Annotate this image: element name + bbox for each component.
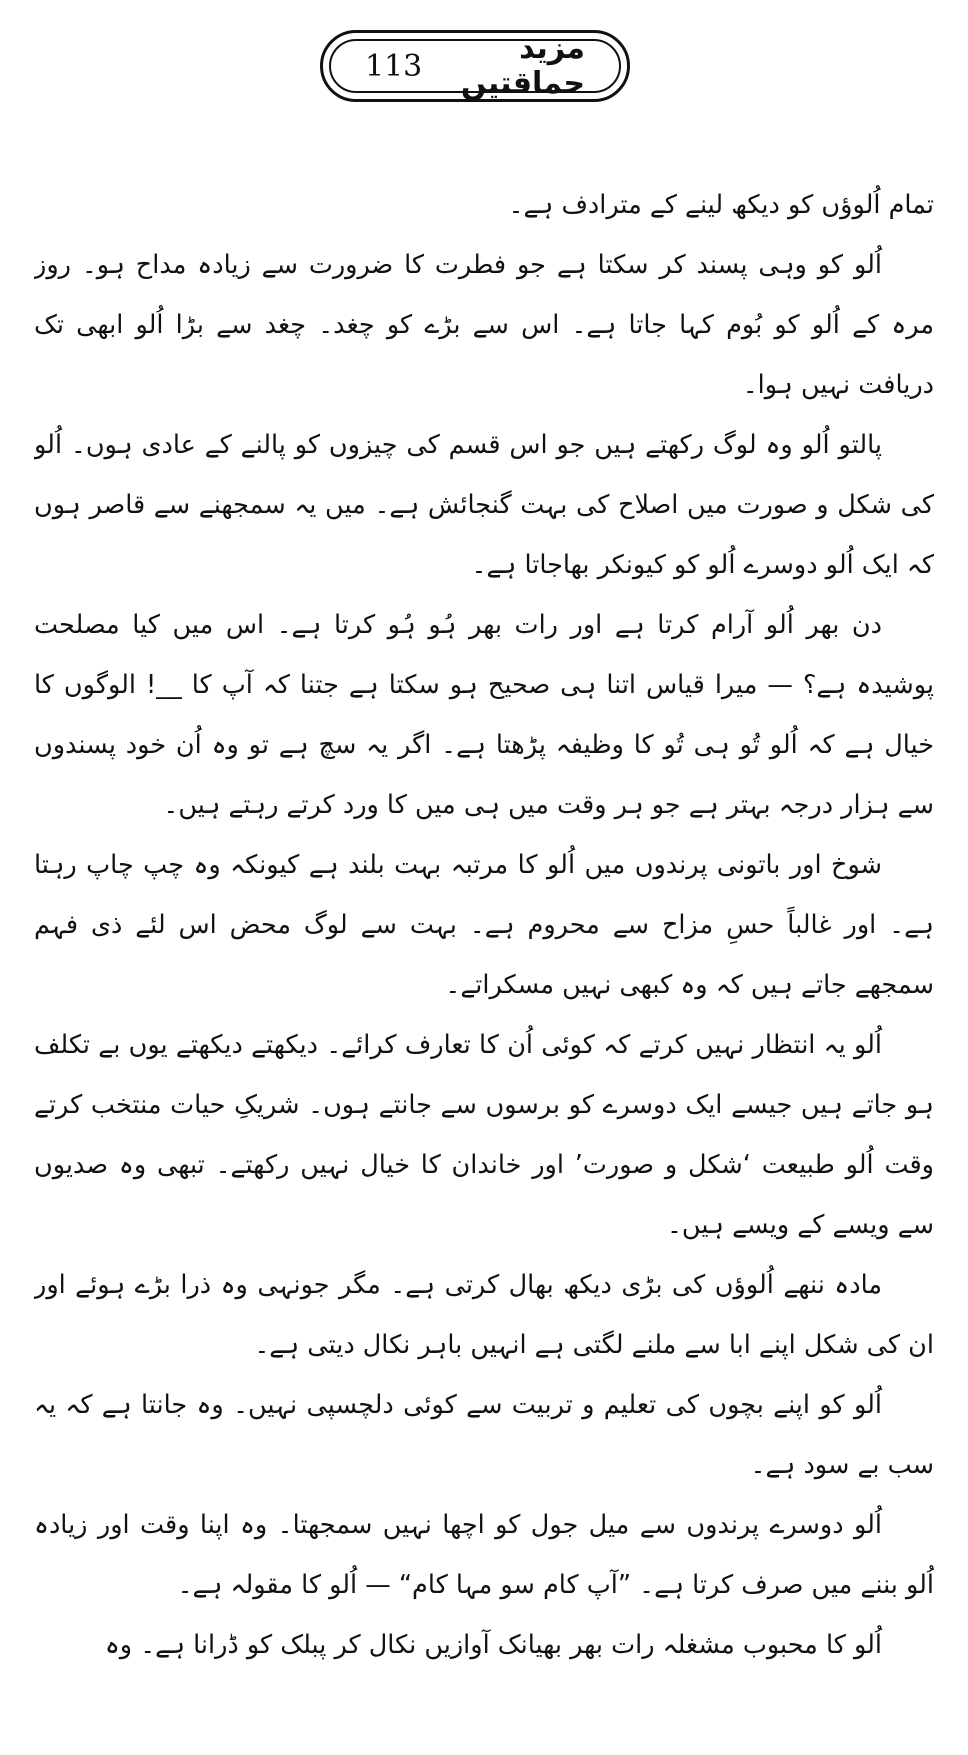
paragraph: اُلو کو وہی پسند کر سکتا ہے جو فطرت کا ضرورت سے زیادہ مداح ہو۔ روز مرہ کے اُلو کو بُوم کہا جاتا ہے۔ اس سے بڑے کو چغد۔ چغد سے بڑا اُلو ابھی تک دریافت نہیں ہوا۔ — [34, 250, 934, 400]
paragraph: شوخ اور باتونی پرندوں میں اُلو کا مرتبہ بہت بلند ہے کیونکہ وہ چپ چاپ رہتا ہے۔ اور غالباً حسِ مزاح سے محروم ہے۔ بہت سے لوگ محض اس لئے ذی فہم سمجھے جاتے ہیں کہ وہ کبھی نہیں مسکراتے۔ — [34, 850, 934, 1000]
paragraph: اُلو دوسرے پرندوں سے میل جول کو اچھا نہیں سمجھتا۔ وہ اپنا وقت اور زیادہ اُلو بننے میں صرف کرتا ہے۔ ”آپ کام سو مہا کام“ — اُلو کا مقولہ ہے۔ — [34, 1510, 934, 1600]
paragraph: اُلو کو اپنے بچوں کی تعلیم و تربیت سے کوئی دلچسپی نہیں۔ وہ جانتا ہے کہ یہ سب بے سود ہے۔ — [34, 1390, 934, 1480]
page-number: 113 — [365, 48, 423, 84]
page-body — [34, 175, 934, 1740]
paragraph: پالتو اُلو وہ لوگ رکھتے ہیں جو اس قسم کی چیزوں کو پالنے کے عادی ہوں۔ اُلو کی شکل و صورت میں اصلاح کی بہت گنجائش ہے۔ میں یہ سمجھنے سے قاصر ہوں کہ ایک اُلو دوسرے اُلو کو کیونکر بھاجاتا ہے۔ — [34, 430, 934, 580]
paragraph: تمام اُلوؤں کو دیکھ لینے کے مترادف ہے۔ — [508, 190, 934, 220]
paragraph: دن بھر اُلو آرام کرتا ہے اور رات بھر ہُو ہُو کرتا ہے۔ اس میں کیا مصلحت پوشیدہ ہے؟ — میرا قیاس اتنا ہی صحیح ہو سکتا ہے جتنا کہ آپ کا __! الوگوں کا خیال ہے کہ اُلو تُو ہی تُو کا وظیفہ پڑھتا ہے۔ اگر یہ سچ ہے تو وہ اُن خود پسندوں سے ہزار درجہ بہتر ہے جو ہر وقت میں ہی میں کا ورد کرتے رہتے ہیں۔ — [34, 610, 934, 820]
paragraph: اُلو کا محبوب مشغلہ رات بھر بھیانک آوازیں نکال کر پبلک کو ڈرانا ہے۔ وہ — [104, 1630, 882, 1660]
running-title: مزید حماقتیں — [460, 31, 585, 101]
paragraph: مادہ ننھے اُلوؤں کی بڑی دیکھ بھال کرتی ہے۔ مگر جونہی وہ ذرا بڑے ہوئے اور ان کی شکل اپنے ابا سے ملنے لگتی ہے انہیں باہر نکال دیتی ہے۔ — [34, 1270, 934, 1360]
paragraph: اُلو یہ انتظار نہیں کرتے کہ کوئی اُن کا تعارف کرائے۔ دیکھتے دیکھتے یوں بے تکلف ہو جاتے ہیں جیسے ایک دوسرے کو برسوں سے جانتے ہوں۔ شریکِ حیات منتخب کرتے وقت اُلو طبیعت ‘شکل و صورت’ اور خاندان کا خیال نہیں رکھتے۔ تبھی وہ صدیوں سے ویسے کے ویسے ہیں۔ — [34, 1030, 934, 1240]
header-frame — [329, 31, 621, 101]
page-header — [320, 30, 630, 102]
